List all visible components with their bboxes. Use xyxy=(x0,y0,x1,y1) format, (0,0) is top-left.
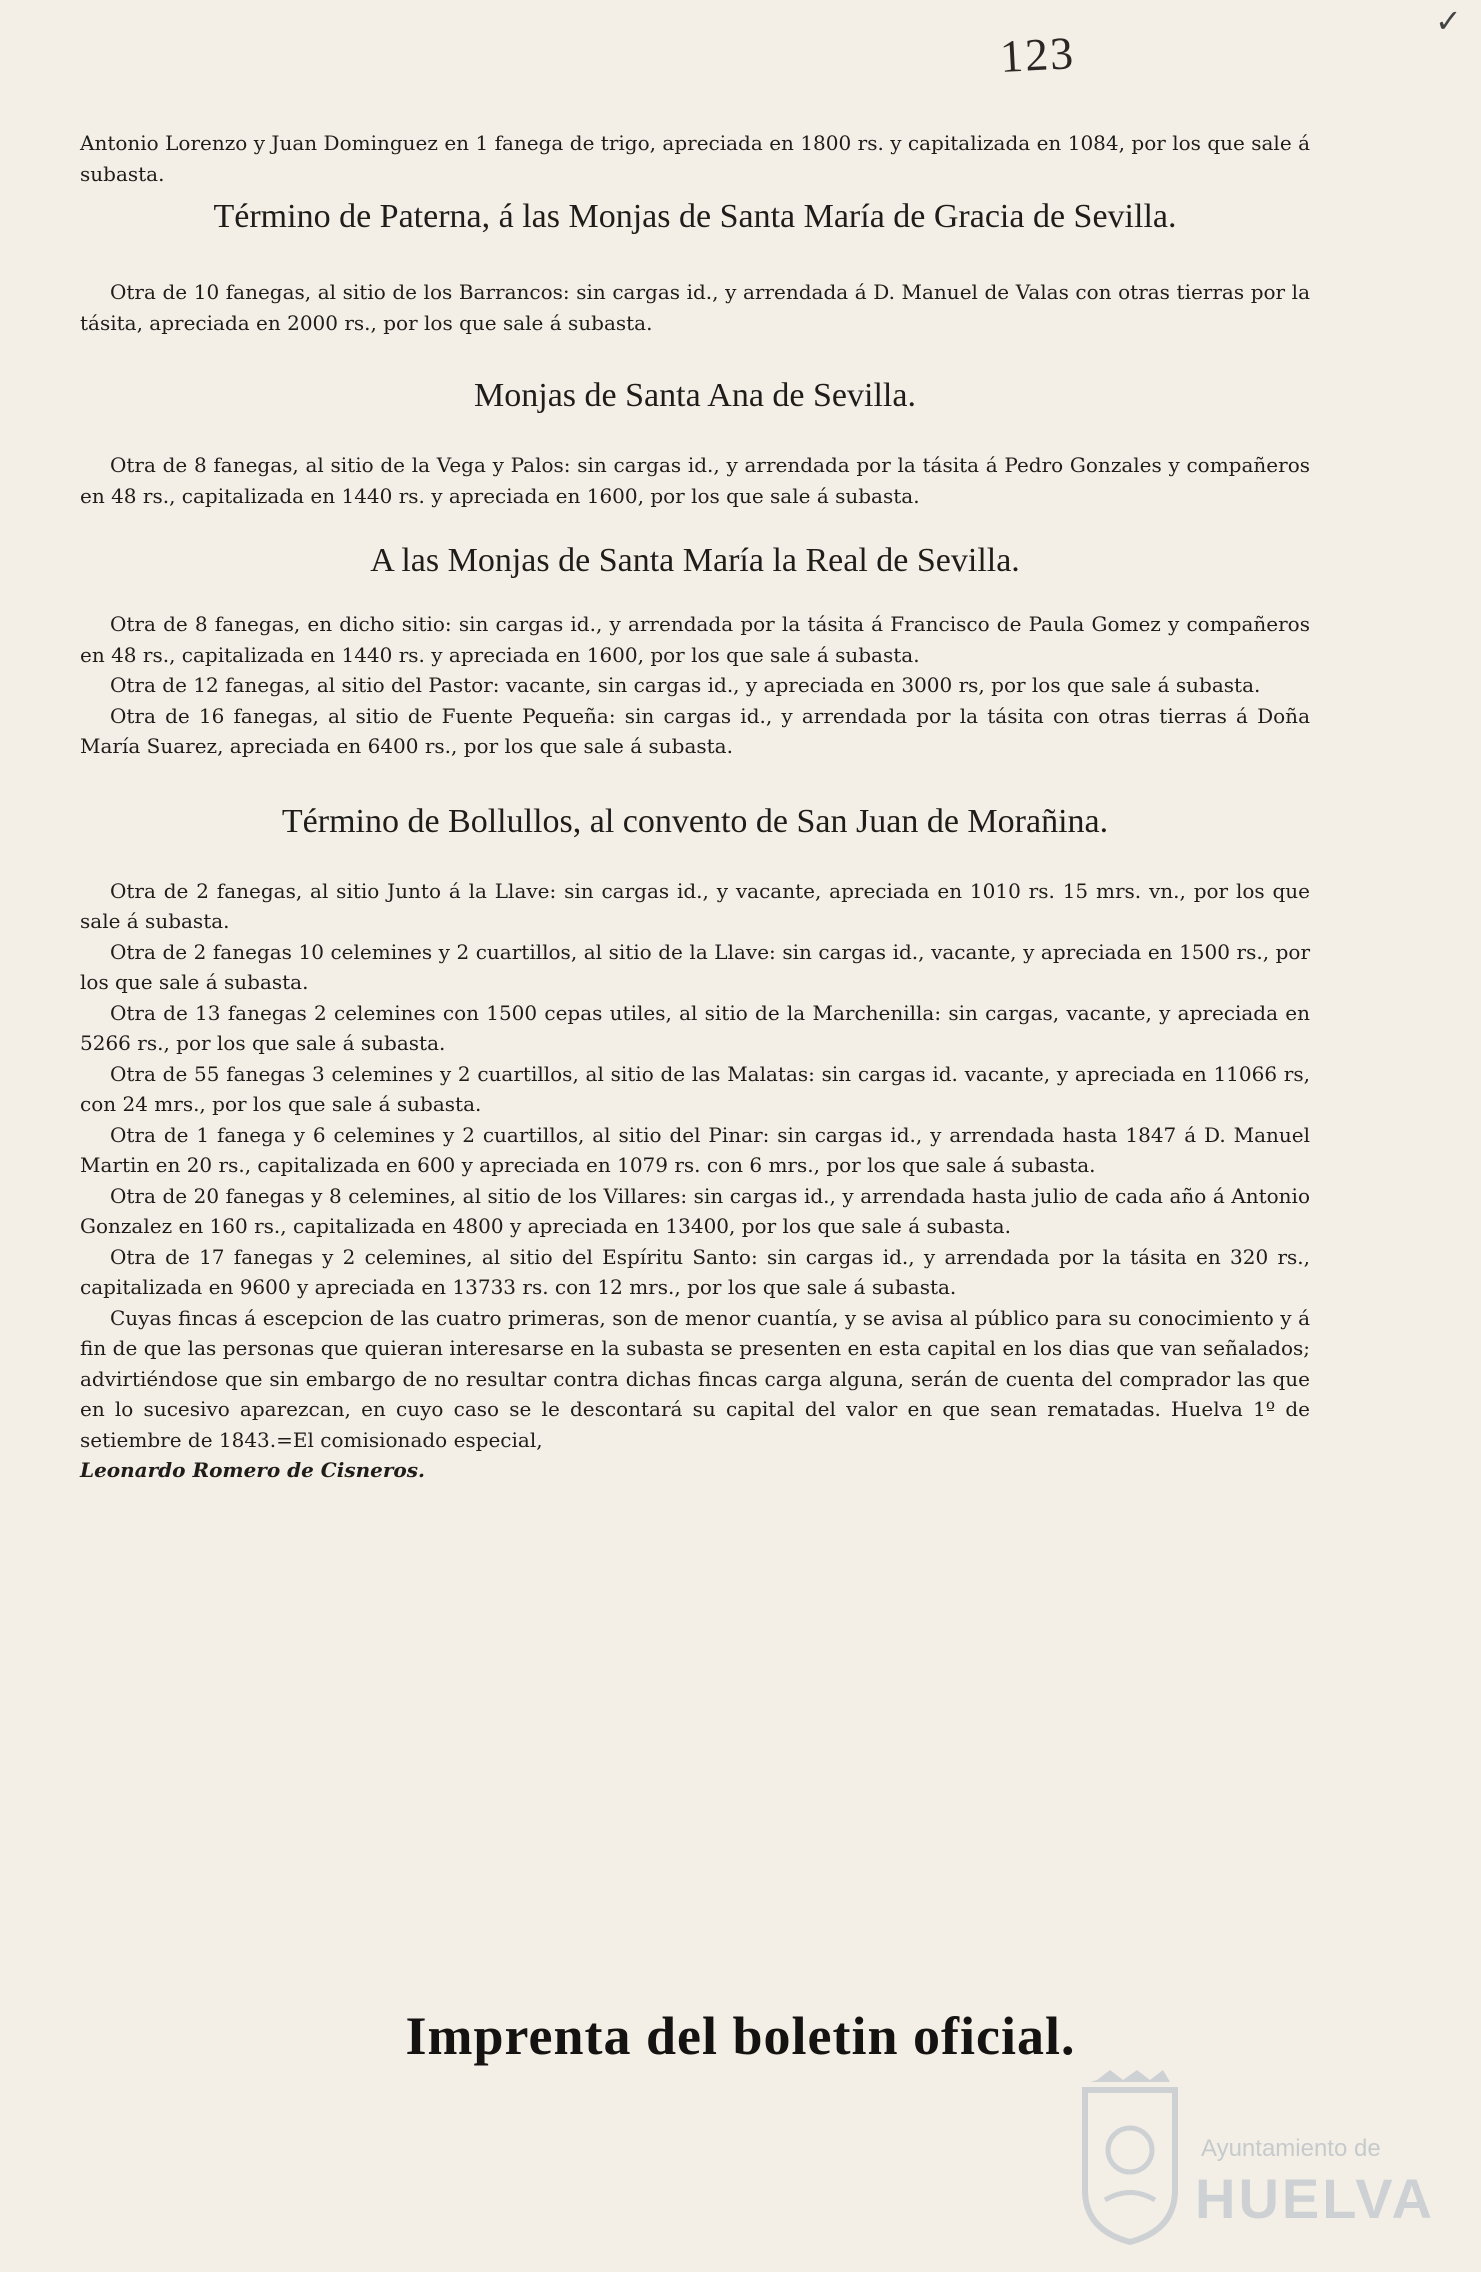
bollullos-item-6: Otra de 20 fanegas y 8 celemines, al sitio de los Villares: sin cargas id., y arrendada hasta julio de cada año á Antonio Gonzalez en 160 rs., capitalizada en 4800 y apreciada en 13400, por los que sale á subasta. xyxy=(80,1183,1310,1238)
corner-mark: ✓ xyxy=(1435,2,1462,40)
section-heading-santa-ana: Monjas de Santa Ana de Sevilla. xyxy=(474,377,916,414)
section-heading-paterna: Término de Paterna, á las Monjas de Santa María de Gracia de Sevilla. xyxy=(213,198,1177,235)
santa-maria-real-item-2: Otra de 12 fanegas, al sitio del Pastor: vacante, sin cargas id., y apreciada en 3000 rs, por los que sale á subasta. xyxy=(110,673,1261,697)
santa-maria-real-item-1: Otra de 8 fanegas, en dicho sitio: sin cargas id., y arrendada por la tásita á Francisco de Paula Gomez y compañeros en 48 rs., capitalizada en 1440 rs. y apreciada en 1600, por los que sale á subasta. xyxy=(80,612,1310,667)
intro-paragraph: Antonio Lorenzo y Juan Dominguez en 1 fanega de trigo, apreciada en 1800 rs. y capitalizada en 1084, por los que sale á subasta. xyxy=(80,131,1310,186)
watermark-main-text: HUELVA xyxy=(1195,2167,1435,2230)
paterna-item: Otra de 10 fanegas, al sitio de los Barrancos: sin cargas id., y arrendada á D. Manuel de Valas con otras tierras por la tásita, apreciada en 2000 rs., por los que sale á subasta. xyxy=(80,280,1310,335)
bollullos-item-7: Otra de 17 fanegas y 2 celemines, al sitio del Espíritu Santo: sin cargas id., y arrendada por la tásita en 320 rs., capitalizada en 9600 y apreciada en 13733 rs. con 12 mrs., por los que sale á subasta. xyxy=(80,1244,1310,1299)
closing-paragraph: Cuyas fincas á escepcion de las cuatro primeras, son de menor cuantía, y se avisa al público para su conocimiento y á fin de que las personas que quieran interesarse en la subasta se presenten en esta capital en los dias que van señalados; advirtiéndose que sin embargo de no resultar contra dichas fincas carga alguna, serán de cuenta del comprador las que en lo sucesivo aparezcan, en cuyo caso se le descontará su capital del valor en que sean rematadas. Huelva 1º de setiembre de 1843.=El comisionado especial, xyxy=(80,1305,1310,1452)
document-body xyxy=(80,128,1310,1486)
folio-number: 123 xyxy=(998,27,1077,82)
santa-maria-real-item-3: Otra de 16 fanegas, al sitio de Fuente Pequeña: sin cargas id., y arrendada por la tásita con otras tierras á Doña María Suarez, apreciada en 6400 rs., por los que sale á subasta. xyxy=(80,703,1310,758)
santa-ana-item: Otra de 8 fanegas, al sitio de la Vega y Palos: sin cargas id., y arrendada por la tásita á Pedro Gonzales y compañeros en 48 rs., capitalizada en 1440 rs. y apreciada en 1600, por los que sale á subasta. xyxy=(80,453,1310,508)
printer-imprint: Imprenta del boletin oficial. xyxy=(405,2006,1076,2066)
signature: Leonardo Romero de Cisneros. xyxy=(80,1458,425,1482)
bollullos-item-4: Otra de 55 fanegas 3 celemines y 2 cuartillos, al sitio de las Malatas: sin cargas id. vacante, y apreciada en 11066 rs, con 24 mrs., por los que sale á subasta. xyxy=(80,1061,1310,1116)
watermark-logo xyxy=(1075,2060,1435,2260)
bollullos-item-3: Otra de 13 fanegas 2 celemines con 1500 cepas utiles, al sitio de la Marchenilla: sin cargas, vacante, y apreciada en 5266 rs., por los que sale á subasta. xyxy=(80,1000,1310,1055)
bollullos-item-2: Otra de 2 fanegas 10 celemines y 2 cuartillos, al sitio de la Llave: sin cargas id., vacante, y apreciada en 1500 rs., por los que sale á subasta. xyxy=(80,939,1310,994)
bollullos-item-1: Otra de 2 fanegas, al sitio Junto á la Llave: sin cargas id., y vacante, apreciada en 1010 rs. 15 mrs. vn., por los que sale á subasta. xyxy=(80,878,1310,933)
city-shield-icon xyxy=(1075,2070,1185,2245)
section-heading-bollullos: Término de Bollullos, al convento de San Juan de Morañina. xyxy=(281,802,1109,840)
watermark-top-text: Ayuntamiento de xyxy=(1201,2135,1381,2162)
bollullos-item-5: Otra de 1 fanega y 6 celemines y 2 cuartillos, al sitio del Pinar: sin cargas id., y arrendada hasta 1847 á D. Manuel Martin en 20 rs., capitalizada en 600 y apreciada en 1079 rs. con 6 mrs., por los que sale á subasta. xyxy=(80,1122,1310,1177)
section-heading-santa-maria-real: A las Monjas de Santa María la Real de Sevilla. xyxy=(370,542,1020,579)
